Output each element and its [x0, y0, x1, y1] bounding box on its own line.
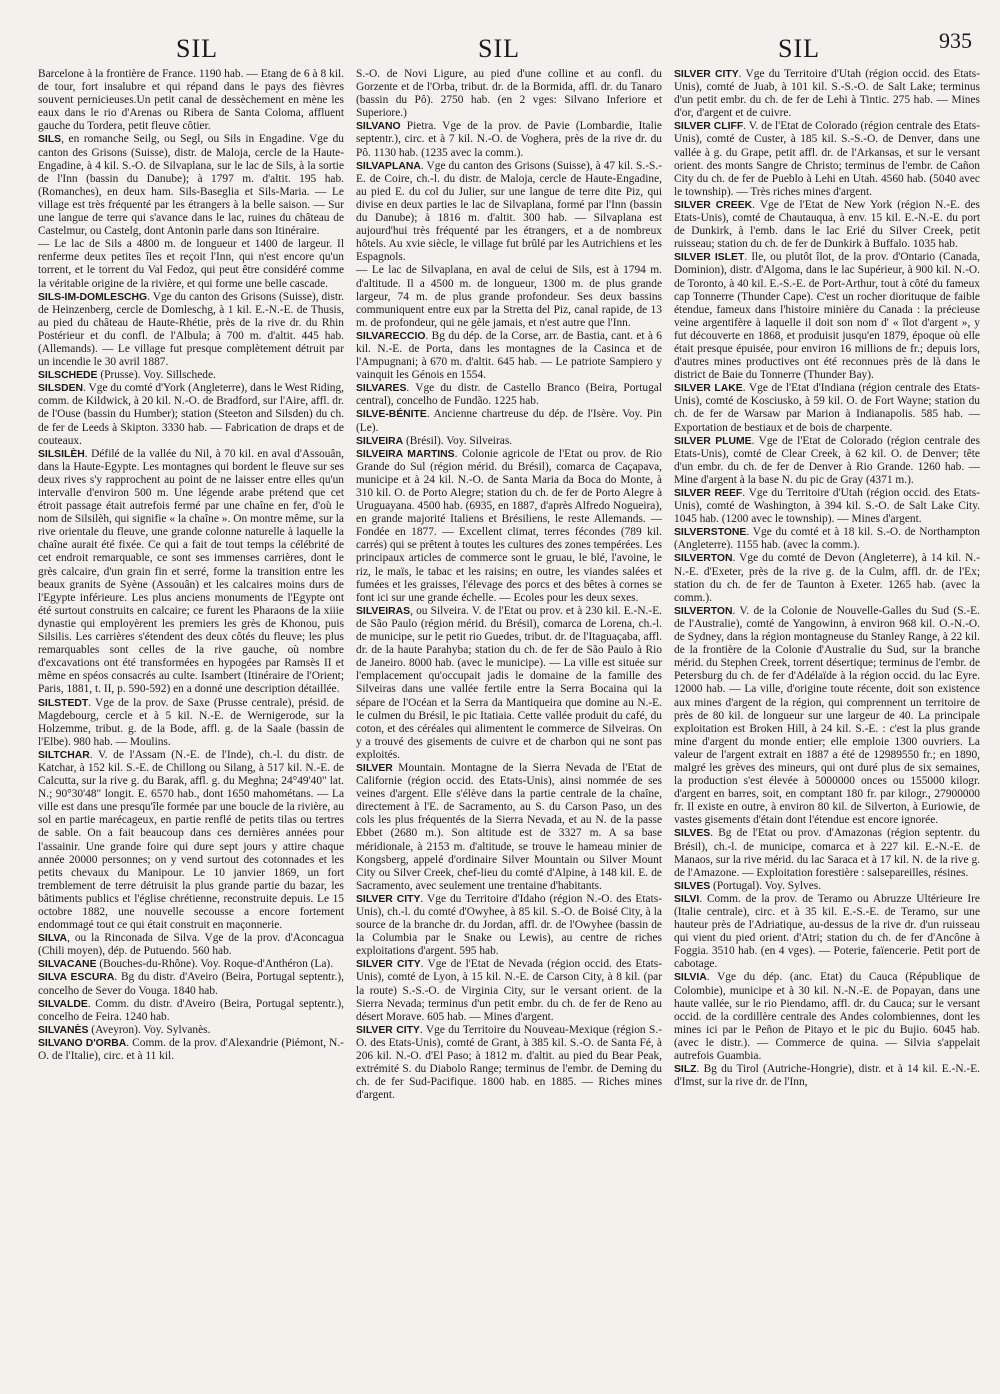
dictionary-entry	[674, 382, 980, 434]
dictionary-entry	[674, 605, 980, 828]
entry-headword: SILVANÈS	[38, 1024, 89, 1036]
entry-text: . Vge du comté et à 18 kil. S.-O. de Northampton (Angleterre). 1155 hab. (avec la comm.).	[674, 526, 980, 552]
entry-text: , en romanche Seilg, ou Segl, ou Sils in Engadine. Vge du canton des Grisons (Suisse), distr. de Maloja, cercle de la Haute-Engadine, à 4 kil. S.-O. de Silvaplana, sur le lac de Sils, à la sortie de l'Inn (bassin du Danube); à 1797 m. d'altit. 195 hab. (Romanches), en deux ham. Sils-Baseglia et Sils-Maria. — Le village est très fréquenté par les étrangers à la belle saison. — Sur une langue de terre qui s'avance dans le lac, ruines du château de Castelmur, ou Castelg, dont Antonin parle dans son Itinéraire.	[38, 133, 344, 238]
entry-text: . Vge du comté d'York (Angleterre), dans le West Riding, comm. de Kildwick, à 20 kil. N.-O. de Bradford, sur l'Aire, affl. dr. de l'Ouse (bassin du Humber); station (Steeton and Silsden) du ch. de fer de Leeds à Skipton. 3330 hab. — Fabrication de draps et de couteaux.	[38, 382, 344, 447]
dictionary-entry	[356, 1024, 662, 1103]
entry-headword: SILVA ESCURA	[38, 972, 115, 984]
entry-text: . Vge du Territoire du Nouveau-Mexique (région S.-O. des Etats-Unis), comté de Grant, à 385 kil. S.-O. de Santa Fé, à 206 kil. N.-O. d'El Paso; à 1812 m. d'altit. au pied du Bear Peak, extrémité S. du Diabolo Range; terminus de l'embr. de Deming du ch. de fer Sud-Pacifique. 1800 hab. en 1885. — Riches mines d'argent.	[356, 1023, 662, 1102]
dictionary-entry	[38, 971, 344, 997]
entry-text: (Bouches-du-Rhône). Voy. Roque-d'Anthéron (La).	[96, 958, 334, 971]
entry-text: Mountain. Montagne de la Sierra Nevada de l'Etat de Californie (région occid. des Etats-Unis), ainsi nommée de ses veines d'argent. Elle s'élève dans la partie centrale de la chaîne, directement à l'E. de Sacramento, au S. du Carson Paso, un des cols les plus fréquentés de la Sierra Nevada, et au N. de la passe Ebbet (2680 m.). Son altitude est de 3327 m. A sa base méridionale, à 2153 m. d'altitude, se trouve le hameau minier de Kongsberg, appelé d'ordinaire Silver Mountain ou Silver Mount City ou Silver Creek, chef-lieu du comté d'Alpine, à 148 kil. E. de Sacramento, avec seulement une trentaine d'habitants.	[356, 761, 662, 892]
entry-text: . Vge du canton des Grisons (Suisse), à 47 kil. S.-S.-E. de Coire, ch.-l. du distr. de Maloja, cercle de Haute-Engadine, au pied E. du col du Julier, sur une langue de terre dite Piz, qui divise en deux parties le lac de Silvaplana, formé par l'Inn (bassin du Danube); à 1816 m. d'altit. 300 hab. — Silvaplana est aujourd'hui très fréquenté par les étrangers, et a de nombreux hôtels. Au xvie siècle, le village fut brûlé par les Autrichiens et les Espagnols.	[356, 159, 662, 264]
dictionary-entry	[38, 238, 344, 290]
dictionary-entry	[356, 762, 662, 893]
entry-headword: SILVER LAKE	[674, 383, 743, 395]
dictionary-entry	[356, 893, 662, 958]
entry-text: . Colonie agricole de l'Etat ou prov. de Rio Grande do Sul (région mérid. du Brésil), comarca de Caçapava, municipe et à 24 kil. N.-O. de Santa Maria da Boca do Monte, à 310 kil. O. de Porto Alegre; station du ch. de fer de Porto Alegre à Uruguayana. 4500 hab. (6935, en 1887, d'après Alfredo Nogueira), en grande majorité Italiens et Brésiliens, le reste Allemands. — Fondée en 1877. — Excellent climat, terres fécondes (789 kil. carrés) qui se prêtent à toutes les cultures des zones tempérées. Les principaux articles de commerce sont le gruau, le blé, l'avoine, le riz, le maïs, le tabac et les raisins; en outre, les viandes salées et fumées et les graisses, l'élevage des porcs et des bêtes à cornes se font ici sur une grande échelle. — Ecoles pour les deux sexes.	[356, 447, 662, 604]
entry-text: . Bg de l'Etat ou prov. d'Amazonas (région septentr. du Brésil), ch.-l. de municipe, comarca et à 227 kil. E.-N.-E. de Manaos, sur la rive mérid. du lac Saraca et à 17 kil. N. de la rive g. de l'Amazone. — Exploitation forestière : salsepareilles, résines.	[674, 827, 980, 879]
dictionary-entry	[38, 291, 344, 370]
dictionary-entry	[356, 408, 662, 434]
entry-text: (Brésil). Voy. Silveiras.	[403, 434, 513, 447]
entry-text: . V. de l'Assam (N.-E. de l'Inde), ch.-l. du distr. de Katchar, à 152 kil. S.-E. de Chillong ou Silang, à 517 kil. N.-E. de Calcutta, sur la rive g. du Barak, affl. g. du Meghna; 24°49'40" lat. N.; 90°30'48" longit. E. 6570 hab., dont 1650 mahométans. — La ville est dans une presqu'île formée par une boucle de la rivière, au sol en partie marécageux, en partie renflé de petits tilas ou tertres de sable. On a fait beaucoup dans ces dernières années pour l'assainir. Une grande foire qui dure sept jours y attire chaque année 20000 personnes; on y vend surtout des cotonnades et les petits chevaux du Manipour. Le 10 janvier 1869, un fort tremblement de terre détruisit la plus grande partie du bazar, les bâtiments publics et l'église chrétienne, reconstruite depuis. Le 15 octobre 1882, une nouvelle secousse a encore fortement endommagé tout ce qui était construit en maçonnerie.	[38, 748, 344, 932]
dictionary-entry	[674, 251, 980, 382]
dictionary-entry	[674, 552, 980, 604]
entry-headword: SILVER PLUME	[674, 435, 752, 447]
dictionary-entry	[38, 448, 344, 697]
entry-headword: SILS-IM-DOMLESCHG	[38, 291, 148, 303]
entry-headword: SILVA	[38, 933, 68, 945]
dictionary-entry	[38, 998, 344, 1024]
entry-headword: SILVANO D'ORBA	[38, 1037, 127, 1049]
entry-headword: SILTCHAR	[38, 749, 90, 761]
dictionary-entry	[356, 382, 662, 408]
entry-headword: SILVER CREEK	[674, 199, 753, 211]
entry-headword: SILVER REEF	[674, 488, 743, 499]
dictionary-entry	[674, 880, 980, 893]
dictionary-entry	[38, 1037, 344, 1063]
entry-headword: SILVER ISLET	[674, 252, 745, 264]
entry-text: . Vge de l'Etat d'Indiana (région centrale des Etats-Unis), comté de Kosciusko, à 59 kil. O. de Fort Wayne; station du ch. de fer de Warsaw par Marion à Indianapolis. 585 hab. — Exportation de bestiaux et de bois de charpente.	[674, 382, 980, 434]
entry-headword: SILSDEN	[38, 383, 84, 395]
entry-headword: SILVER CITY	[356, 893, 421, 905]
dictionary-entry	[356, 120, 662, 159]
entry-headword: SILVERTON	[674, 553, 733, 565]
entry-text: , ou la Rinconada de Silva. Vge de la prov. d'Aconcagua (Chili moyen), dép. de Putuendo. 560 hab.	[38, 932, 344, 958]
entry-headword: SILVER	[356, 762, 393, 774]
dictionary-entry	[38, 1024, 344, 1037]
entry-headword: SILZ	[674, 1064, 697, 1076]
entry-text: (Portugal). Voy. Sylves.	[710, 879, 822, 892]
entry-text: . Bg du distr. d'Aveiro (Beira, Portugal septentr.), concelho de Sever do Vouga. 1840 hab.	[38, 971, 344, 997]
entry-text: . Ile, ou plutôt îlot, de la prov. d'Ontario (Canada, Dominion), distr. d'Algoma, dans le lac Supérieur, à 900 kil. N.-O. de Toronto, à 40 kil. E.-S.-E. de Port-Arthur, tout à côté du fameux cap Tonnerre (Thunder Cape). C'est un rocher diorituque de faible étendue, fameux dans l'histoire minière du Canada : la précieuse veine argentifère à laquelle il doit son nom d' « îlot d'argent », y fut découverte en 1868, et produisit jusqu'en 1879, époque où elle était presque épuisée, pour environ 16 millions de fr.; depuis lors, d'autres mines productives ont été reconnues près de là dans le district de Baie du Tonnerre (Thunder Bay).	[674, 251, 980, 382]
entry-headword: SILVERTON	[674, 605, 733, 617]
dictionary-entry	[38, 369, 344, 382]
dictionary-entry	[38, 68, 344, 133]
dictionary-entry	[356, 160, 662, 265]
dictionary-entry	[38, 932, 344, 958]
entry-text: . Vge du Territoire d'Utah (région occid. des Etats-Unis), comté de Juab, à 101 kil. S.-S.-O. de Salt Lake; terminus d'un petit embr. du ch. de fer de Lehi à Tintic. 275 hab. — Mines d'or, d'argent et de cuivre.	[674, 68, 980, 120]
entry-text: (Prusse). Voy. Sillschede.	[97, 369, 216, 382]
entry-text: . V. de l'Etat de Colorado (région centrale des Etats-Unis), comté de Custer, à 185 kil. S.-S.-O. de Denver, dans une vallée à g. du Grape, petit affl. dr. de l'Arkansas, et sur le versant orient. des monts Sangre de Christo; terminus de l'embr. de Cañon City du ch. de fer de Pueblo à Lehi en Utah. 4560 hab. (5040 avec le township). — Très riches mines d'argent.	[674, 120, 980, 198]
dictionary-entry	[674, 971, 980, 1063]
entry-headword: SILVALDE	[38, 998, 88, 1010]
entry-text: . Vge du dép. (anc. Etat) du Cauca (République de Colombie), municipe et à 30 kil. N.-N.-E. de Popayan, dans une haute vallée, sur le rio Piendamo, affl. dr. du Cauca; sur le versant occid. de la cordillère centrale des Andes colombiennes, dont les mines ici par le Peñon de Pitayo et le pic du Bujio. 6045 hab. (avec le distr.). — Commerce de quina. — Silvia s'appelait autrefois Guambia.	[674, 971, 980, 1063]
dictionary-entry	[38, 697, 344, 749]
entry-text: . Vge du Territoire d'Utah (région occid. des Etats-Unis), comté de Washington, à 394 kil. S.-O. de Salt Lake City. 1045 hab. (1200 avec le township). — Mines d'argent.	[674, 487, 980, 526]
entry-text: . V. de la Colonie de Nouvelle-Galles du Sud (S.-E. de l'Australie), comté de Yangowinn, à environ 968 kil. O.-N.-O. de Sydney, dans la région montagneuse du Stanley Range, à 22 kil. de la frontière de la Colonie d'Australie du Sud, sur la branche mérid. du Stephen Creek, torrent désertique; terminus de l'embr. de Petersburg du ch. de fer d'Adélaïde à la région occid. du lac Eyre. 12000 hab. — La ville, d'origine toute récente, doit son existence aux mines d'argent de la région, qui comprennent un territoire de près de 80 kil. de longueur sur une largeur de 40. La principale exploitation est Broken Hill, à 24 kil. S.-E. : c'est la plus grande mine d'argent du monde entier; elle emploie 1300 ouvriers. La valeur de l'argent extrait en 1887 a été de 12989550 fr.; en 1890, malgré les grèves des mineurs, qui ont duré plus de six semaines, la production s'est élevée à 5000000 onces ou 155000 kilogr. d'argent en barres, soit, en comptant 180 fr. par kilogr., 27900000 fr. Il existe en outre, à environ 80 kil. de Silverton, à Euriowie, de vastes gisements d'étain dont l'étendue est encore ignorée.	[674, 604, 980, 827]
dictionary-entry	[356, 330, 662, 382]
dictionary-entry	[356, 68, 662, 120]
entry-text: Pietra. Vge de la prov. de Pavie (Lombardie, Italie septentr.), circ. et à 7 kil. N.-O. de Voghera, près de la rive dr. du Pô. 1130 hab. (1235 avec la comm.).	[356, 120, 662, 159]
dictionary-entry	[356, 435, 662, 448]
entry-headword: SILVES	[674, 880, 711, 892]
entry-headword: SILSILÈH	[38, 448, 85, 460]
entry-text: . Ancienne chartreuse du dép. de l'Isère. Voy. Pin (Le).	[356, 408, 662, 434]
entry-headword: SILVARECCIO	[356, 330, 426, 342]
running-head-right: SIL	[778, 34, 820, 63]
dictionary-entry	[674, 199, 980, 251]
entry-text: , ou Silveira. V. de l'Etat ou prov. et à 230 kil. E.-N.-E. de São Paulo (région mérid. du Brésil), comarca de Lorena, ch.-l. de municipe, sur le petit rio Guedes, tribut. dr. de l'Itaguaçaba, affl. dr. de la haute Parahyba; station du ch. de fer de São Paulo à Rio de Janeiro. 8000 hab. (avec le municipe). — La ville est située sur l'emplacement qu'occupait jadis le domaine de la famille des Silveiras dans une vallée fertile entre la Serra Bocaina qui la sépare de l'Océan et la Serra da Mantiqueira que domine au N.-E. le culmen du Brésil, le pic Itatiaia. Cette vallée produit du café, du coton, et des céréales qui alimentent le commerce de Silveiras. On y a trouvé des gisements de cuivre et de charbon qui ne sont pas exploités.	[356, 604, 662, 761]
entry-headword: SILVANO	[356, 121, 401, 133]
entry-text: . Comm. de la prov. de Teramo ou Abruzze Ultérieure Ire (Italie centrale), circ. et à 35 kil. E.-S.-E. de Teramo, sur une hauteur près de l'Adriatique, au-dessus de la rive dr. d'un ruisseau qui vient du pied orient. d'Atri; station du ch. de fer d'Ancône à Foggia. 3510 hab. (en 4 vges). — Poterie, faïencerie. Petit port de cabotage.	[674, 892, 980, 971]
entry-text: . Vge du canton des Grisons (Suisse), distr. de Heinzenberg, cercle de Domleschg, à 1 kil. E.-N.-E. de Thusis, au pied du château de Haute-Rhétie, près de la rive dr. du Rhin Postérieur et du confl. de l'Albula; à 700 m. d'altit. 445 hab. (Allemands). — Le village fut presque complètement détruit par un incendie le 30 avril 1887.	[38, 290, 344, 369]
dictionary-entry	[674, 435, 980, 487]
entry-headword: SILVAPLANA	[356, 160, 421, 172]
dictionary-entry	[38, 133, 344, 238]
dictionary-entry	[356, 605, 662, 762]
entry-text: . Défilé de la vallée du Nil, à 70 kil. en aval d'Assouân, dans la Haute-Egypte. Les montagnes qui bordent le fleuve sur ses deux rives s'y rapprochent au point de ne laisser entre elles qu'un intervalle d'environ 500 m. Une légende arabe prétend que cet étroit passage était autrefois fermé par une chaîne en fer, d'où le nom de Silsilèh, qui signifie « la chaîne ». On montre même, sur la rive orientale du fleuve, une grande colonne naturelle à laquelle la chaîne aurait été fixée. Ce qui a fait de tout temps la célébrité de cet endroit remarquable, ce sont ses immenses carrières, dont le grès calcaire, d'un grain fin et serré, forme la transition entre les beaux granits de Syène (Assouân) et les calcaires moins durs de l'Egypte inférieure. Les plus anciens monuments de l'Egypte ont été surtout construits en calcaire; ce furent les Pharaons de la xiiie dynastie qui employèrent les premiers les grès de Khonou, puis Silsilis. Les carrières s'étendent des deux côtés du fleuve; les plus remarquables sont celles de la rive gauche, où nombre d'excavations ont été transformées en hypogées par Ramsès II et même en spéos consacrés au culte. Isambert (Itinéraire de l'Orient; Paris, 1881, t. II, p. 590-592) en a donné une description détaillée.	[38, 447, 344, 696]
entry-headword: SILSTEDT	[38, 697, 89, 709]
entry-headword: SILVEIRA	[356, 435, 404, 447]
running-head-left: SIL	[176, 34, 218, 63]
page-header	[38, 26, 980, 68]
entry-headword: SILVER CITY	[356, 1024, 420, 1036]
entry-headword: SILSCHEDE	[38, 370, 98, 382]
entry-text: — Le lac de Silvaplana, en aval de celui de Sils, est à 1794 m. d'altitude. Il a 4500 m. de longueur, 1300 m. de plus grande largeur, 74 m. de plus grande profondeur. Ses deux bassins communiquent entre eux par la Stretta del Piz, canal rapide, de 13 m. de profondeur, qui ne gèle jamais, et n'est autre que l'Inn.	[356, 264, 662, 329]
entry-headword: SILVI	[674, 893, 700, 905]
entry-text: — Le lac de Sils a 4800 m. de longueur et 1400 de largeur. Il renferme deux petites îles et reçoit l'Inn, qui n'est encore qu'un torrent, et le torrent du Val Fedoz, qui peut être considéré comme la véritable origine de la rivière, et qui forme une belle cascade.	[38, 238, 344, 290]
entry-text: . Vge de l'Etat de Colorado (région centrale des Etats-Unis), comté de Clear Creek, à 62 kil. O. de Denver; tête d'un embr. du ch. de fer de Denver à Rio Grande. 1260 hab. — Mine d'argent à la base N. du pic de Gray (4371 m.).	[674, 434, 980, 486]
page-number: 935	[939, 28, 972, 53]
entry-headword: SILVEIRA MARTINS	[356, 448, 455, 460]
entry-text: . Vge de l'Etat de Nevada (région occid. des Etats-Unis), comté de Lyon, à 15 kil. N.-E. de Carson City, à 8 kil. (par la route) S.-S.-O. de Virginia City, sur le versant orient. de la Sierra Nevada; terminus d'un petit embr. du ch. de fer de Reno au désert Morave. 605 hab. — Mines d'argent.	[356, 958, 662, 1023]
entry-text: . Bg du dép. de la Corse, arr. de Bastia, cant. et à 6 kil. N.-E. de Porta, dans les montagnes de la Casinca et de l'Ampugnani; à 670 m. d'altit. 645 hab. — Le patriote Sampiero y vainquit les Génois en 1554.	[356, 329, 662, 382]
entry-headword: SILVARES	[356, 383, 407, 395]
dictionary-entry	[674, 893, 980, 972]
dictionary-entry	[674, 120, 980, 199]
entry-text: . Vge de la prov. de Saxe (Prusse centrale), présid. de Magdebourg, cercle et à 5 kil. N.-E. de Wernigerode, sur la Holzemme, tribut. g. de la Bode, affl. g. de la Saale (bassin de l'Elbe). 980 hab. — Moulins.	[38, 696, 344, 748]
entry-headword: SILVER CITY	[356, 959, 421, 971]
dictionary-entry	[356, 264, 662, 329]
entry-text: . Vge du distr. de Castello Branco (Beira, Portugal central), concelho de Fundão. 1225 hab.	[356, 382, 662, 408]
entry-text: . Vge de l'Etat de New York (région N.-E. des Etats-Unis), comté de Chautauqua, à env. 15 kil. E.-N.-E. du port de Dunkirk, à l'emb. dans le lac Erié du Silver Creek, petit ruisseau; station du ch. de fer de Dunkirk à Buffalo. 1035 hab.	[674, 198, 980, 251]
dictionary-entry	[674, 68, 980, 120]
dictionary-entry	[38, 958, 344, 971]
entry-headword: SILVEIRAS	[356, 605, 411, 617]
column-right	[674, 68, 980, 1388]
dictionary-entry	[674, 827, 980, 879]
dictionary-entry	[674, 1063, 980, 1089]
column-left	[38, 68, 344, 1388]
entry-headword: SILVERSTONE	[674, 527, 747, 539]
dictionary-entry	[674, 487, 980, 526]
entry-headword: SILVES	[674, 828, 711, 840]
entry-text: (Aveyron). Voy. Sylvanès.	[88, 1023, 211, 1036]
entry-headword: SILS	[38, 134, 62, 146]
dictionary-entry	[38, 749, 344, 932]
dictionary-entry	[356, 958, 662, 1023]
entry-text: . Comm. du distr. d'Aveiro (Beira, Portugal septentr.), concelho de Feira. 1240 hab.	[38, 997, 344, 1023]
entry-headword: SILVACANE	[38, 959, 97, 971]
entry-headword: SILVE-BÉNITE	[356, 409, 427, 421]
entry-text: S.-O. de Novi Ligure, au pied d'une colline et au confl. du Gorzente et de l'Orba, tribut. dr. de la Bormida, affl. dr. du Tanaro (bassin du Pô). 2750 hab. (en 2 vges: Silvano Inferiore et Superiore.)	[356, 68, 662, 120]
entry-text: . Comm. de la prov. d'Alexandrie (Piémont, N.-O. de l'Italie), circ. et à 11 kil.	[38, 1036, 344, 1063]
entry-headword: SILVIA	[674, 972, 707, 984]
dictionary-entry	[38, 382, 344, 447]
dictionary-entry	[356, 448, 662, 605]
text-columns	[38, 68, 980, 1388]
running-head-center: SIL	[478, 34, 520, 63]
entry-headword: SILVER CITY	[674, 69, 739, 80]
entry-text: . Bg du Tirol (Autriche-Hongrie), distr. et à 14 kil. E.-N.-E. d'Imst, sur la rive dr. de l'Inn,	[674, 1063, 980, 1089]
entry-text: Barcelone à la frontière de France. 1190 hab. — Etang de 6 à 8 kil. de tour, fort insalubre et qui répand dans le pays des fièvres souvent pernicieuses.Un petit canal de dessèchement en mène les eaux dans le rio d'Arenas ou Ribera de Santa Coloma, affluent gauche du Tordera, petit fleuve côtier.	[38, 68, 344, 133]
entry-headword: SILVER CLIFF	[674, 121, 744, 133]
column-middle	[356, 68, 662, 1388]
dictionary-entry	[674, 526, 980, 552]
entry-text: . Vge du comté de Devon (Angleterre), à 14 kil. N.-N.-E. d'Exeter, près de la rive g. de la Culm, affl. dr. de l'Ex; station du ch. de fer de Taunton à Exeter. 1265 hab. (avec la comm.).	[674, 552, 980, 604]
entry-text: . Vge du Territoire d'Idaho (région N.-O. des Etats-Unis), ch.-l. du comté d'Owyhee, à 85 kil. S.-O. de Boisé City, à la source de la branche dr. du Jordan, affl. dr. de l'Owyhee (bassin de la Columbia par le Snake ou Lewis), au centre de riches exploitations d'argent. 595 hab.	[356, 892, 662, 958]
